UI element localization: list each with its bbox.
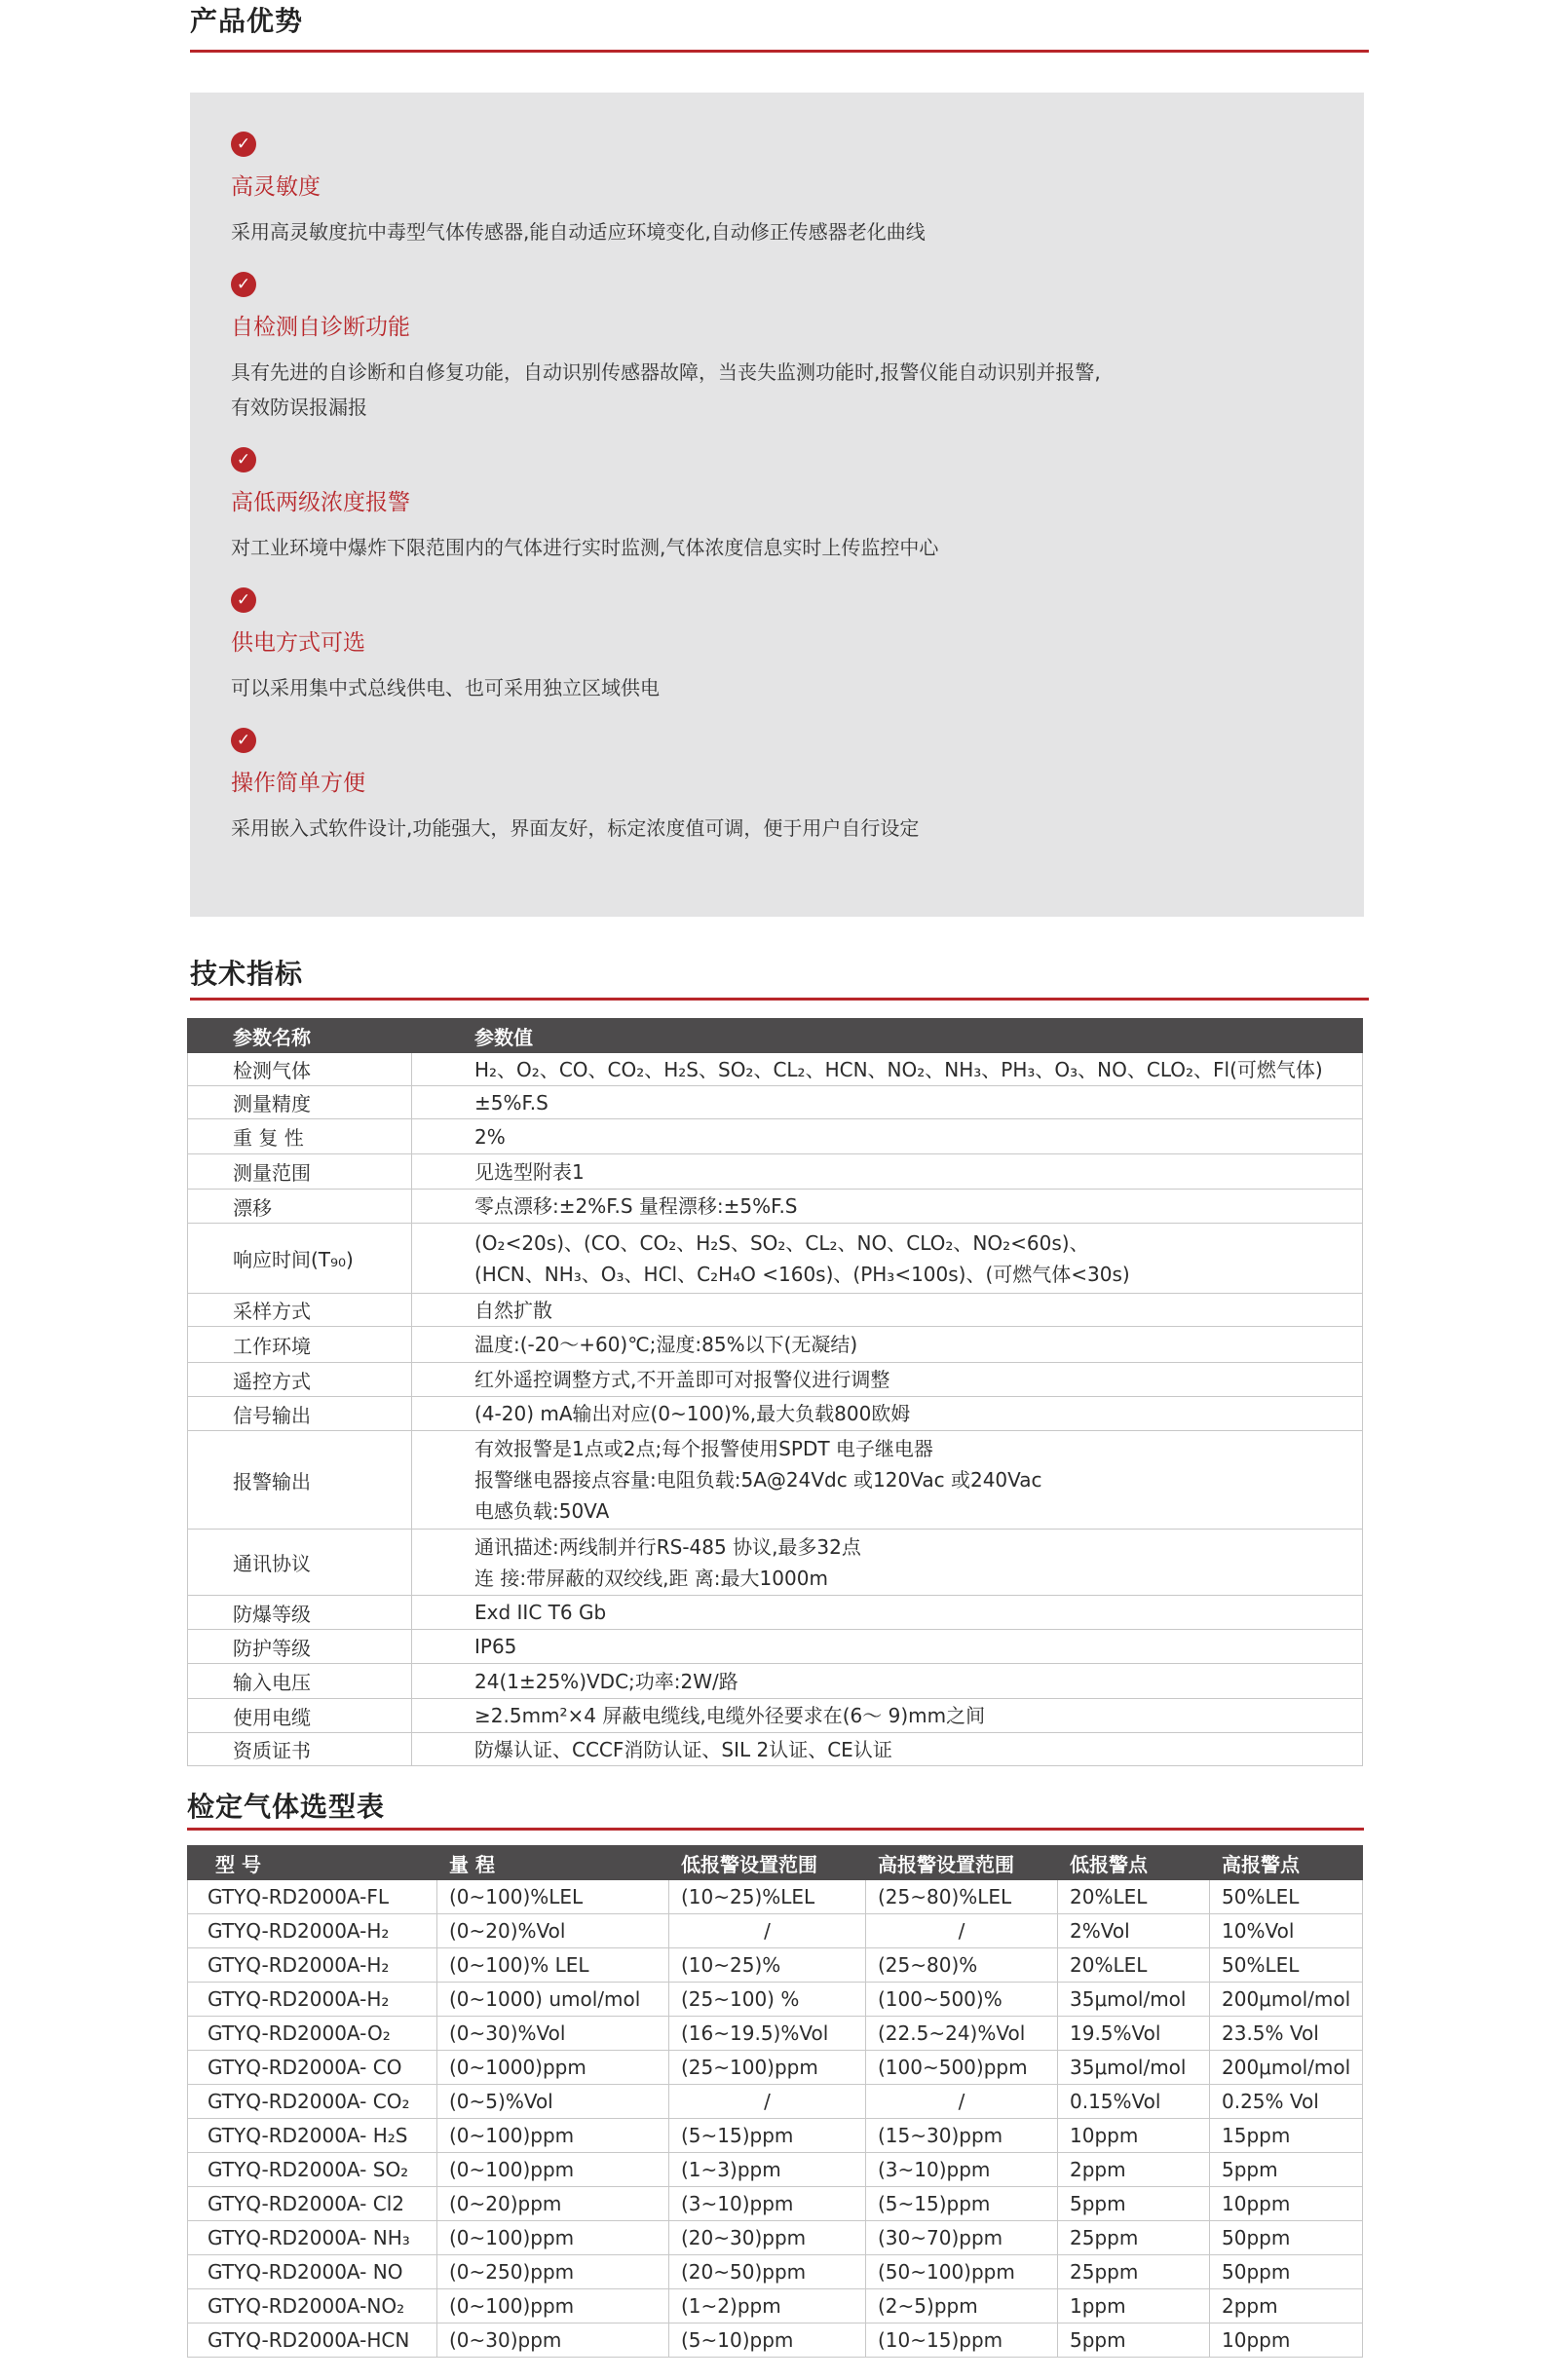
advantage-item — [231, 132, 926, 249]
spec-name: 资质证书 — [188, 1733, 412, 1766]
check-circle-icon: ✓ — [231, 447, 256, 472]
model-cell: (5~15)ppm — [866, 2187, 1058, 2221]
table-row — [188, 2221, 1363, 2255]
table-row — [188, 1431, 1363, 1530]
spec-name: 信号输出 — [188, 1397, 412, 1431]
advantage-title: 自检测自诊断功能 — [231, 315, 410, 340]
spec-name: 防爆等级 — [188, 1596, 412, 1630]
check-circle-icon: ✓ — [231, 272, 256, 297]
model-cell: 19.5%Vol — [1058, 2017, 1210, 2051]
model-cell: (0~250)ppm — [437, 2255, 669, 2289]
model-cell: (5~10)ppm — [669, 2323, 866, 2358]
specs-heading: 技术指标 — [190, 958, 304, 990]
table-row — [188, 1880, 1363, 1914]
table-row — [188, 1119, 1363, 1154]
spec-value: 通讯描述:两线制并行RS-485 协议,最多32点 连 接:带屏蔽的双绞线,距 离:最大1000m — [412, 1530, 1363, 1596]
specs-header-name: 参数名称 — [188, 1019, 412, 1053]
model-cell: 10ppm — [1210, 2187, 1363, 2221]
spec-name: 测量范围 — [188, 1154, 412, 1190]
model-cell: (30~70)ppm — [866, 2221, 1058, 2255]
model-cell: (0~100)ppm — [437, 2221, 669, 2255]
advantage-title: 高低两级浓度报警 — [231, 490, 410, 515]
check-circle-icon: ✓ — [231, 587, 256, 613]
spec-value: (O₂<20s)、(CO、CO₂、H₂S、SO₂、CL₂、NO、CLO₂、NO₂<60s)、 (HCN、NH₃、O₃、HCl、C₂H₄O <160s)、(PH₃<100s)、(可燃气体<30s) — [412, 1224, 1363, 1294]
spec-name: 漂移 — [188, 1190, 412, 1224]
model-cell: (0~30)ppm — [437, 2323, 669, 2358]
advantage-desc: 对工业环境中爆炸下限范围内的气体进行实时监测,气体浓度信息实时上传监控中心 — [231, 536, 939, 559]
table-row — [188, 2085, 1363, 2119]
advantage-desc: 可以采用集中式总线供电、也可采用独立区域供电 — [231, 676, 660, 699]
model-cell: / — [866, 1914, 1058, 1948]
model-cell: (15~30)ppm — [866, 2119, 1058, 2153]
model-cell: 35μmol/mol — [1058, 1983, 1210, 2017]
model-cell: GTYQ-RD2000A-FL — [188, 1880, 437, 1914]
table-row — [188, 1596, 1363, 1630]
model-cell: / — [866, 2085, 1058, 2119]
spec-value: 2% — [412, 1119, 1363, 1154]
model-cell: 5ppm — [1058, 2187, 1210, 2221]
model-cell: (0~5)%Vol — [437, 2085, 669, 2119]
table-row — [188, 2153, 1363, 2187]
model-cell: GTYQ-RD2000A- NH₃ — [188, 2221, 437, 2255]
models-table — [187, 1845, 1363, 2358]
model-cell: 15ppm — [1210, 2119, 1363, 2153]
model-cell: 25ppm — [1058, 2221, 1210, 2255]
model-cell: (25~80)%LEL — [866, 1880, 1058, 1914]
model-cell: (20~30)ppm — [669, 2221, 866, 2255]
advantage-title: 操作简单方便 — [231, 771, 365, 796]
model-cell: (0~20)%Vol — [437, 1914, 669, 1948]
spec-name: 测量精度 — [188, 1086, 412, 1119]
model-cell: 50ppm — [1210, 2255, 1363, 2289]
model-cell: (1~3)ppm — [669, 2153, 866, 2187]
specs-header-row — [188, 1019, 1363, 1053]
col-header: 型 号 — [188, 1846, 437, 1880]
model-cell: (25~100) % — [669, 1983, 866, 2017]
spec-name: 采样方式 — [188, 1294, 412, 1327]
spec-value: (4-20) mA输出对应(0~100)%,最大负载800欧姆 — [412, 1397, 1363, 1431]
table-row — [188, 1190, 1363, 1224]
model-cell: (25~80)% — [866, 1948, 1058, 1983]
model-cell: (0~100)ppm — [437, 2119, 669, 2153]
table-row — [188, 2119, 1363, 2153]
spec-name: 响应时间(T₉₀) — [188, 1224, 412, 1294]
col-header: 量 程 — [437, 1846, 669, 1880]
model-cell: (25~100)ppm — [669, 2051, 866, 2085]
model-cell: 50ppm — [1210, 2221, 1363, 2255]
models-heading: 检定气体选型表 — [187, 1791, 386, 1823]
model-cell: (2~5)ppm — [866, 2289, 1058, 2323]
model-cell: 5ppm — [1210, 2153, 1363, 2187]
advantages-divider — [190, 50, 1369, 53]
model-cell: 200μmol/mol — [1210, 1983, 1363, 2017]
table-row — [188, 1530, 1363, 1596]
spec-name: 遥控方式 — [188, 1363, 412, 1397]
table-row — [188, 1154, 1363, 1190]
table-row — [188, 1914, 1363, 1948]
spec-value: 温度:(-20～+60)℃;湿度:85%以下(无凝结) — [412, 1327, 1363, 1363]
table-row — [188, 1086, 1363, 1119]
model-cell: 0.15%Vol — [1058, 2085, 1210, 2119]
model-cell: (50~100)ppm — [866, 2255, 1058, 2289]
spec-value: H₂、O₂、CO、CO₂、H₂S、SO₂、CL₂、HCN、NO₂、NH₃、PH₃、O₃、NO、CLO₂、Fl(可燃气体) — [412, 1053, 1363, 1086]
model-cell: 25ppm — [1058, 2255, 1210, 2289]
model-cell: 2%Vol — [1058, 1914, 1210, 1948]
advantage-item — [231, 272, 1101, 425]
model-cell: (10~25)%LEL — [669, 1880, 866, 1914]
spec-value: Exd IIC T6 Gb — [412, 1596, 1363, 1630]
table-row — [188, 2017, 1363, 2051]
model-cell: 50%LEL — [1210, 1880, 1363, 1914]
table-row — [188, 1630, 1363, 1664]
advantages-heading: 产品优势 — [190, 5, 304, 37]
advantage-desc: 采用高灵敏度抗中毒型气体传感器,能自动适应环境变化,自动修正传感器老化曲线 — [231, 220, 926, 244]
model-cell: (1~2)ppm — [669, 2289, 866, 2323]
model-cell: (20~50)ppm — [669, 2255, 866, 2289]
spec-name: 使用电缆 — [188, 1699, 412, 1733]
col-header: 高报警点 — [1210, 1846, 1363, 1880]
spec-name: 工作环境 — [188, 1327, 412, 1363]
advantage-title: 高灵敏度 — [231, 174, 321, 200]
models-divider — [187, 1828, 1364, 1831]
model-cell: 20%LEL — [1058, 1948, 1210, 1983]
spec-value: 有效报警是1点或2点;每个报警使用SPDT 电子继电器 报警继电器接点容量:电阻负载:5A@24Vdc 或120Vac 或240Vac 电感负载:50VA — [412, 1431, 1363, 1530]
table-row — [188, 2187, 1363, 2221]
advantage-desc: 具有先进的自诊断和自修复功能，自动识别传感器故障，当丧失监测功能时,报警仪能自动识别并报警, 有效防误报漏报 — [231, 360, 1101, 419]
spec-value: ±5%F.S — [412, 1086, 1363, 1119]
spec-name: 防护等级 — [188, 1630, 412, 1664]
col-header: 低报警点 — [1058, 1846, 1210, 1880]
spec-value: 防爆认证、CCCF消防认证、SIL 2认证、CE认证 — [412, 1733, 1363, 1766]
model-cell: GTYQ-RD2000A- CO — [188, 2051, 437, 2085]
table-row — [188, 2051, 1363, 2085]
model-cell: 10%Vol — [1210, 1914, 1363, 1948]
model-cell: (0~100)ppm — [437, 2289, 669, 2323]
model-cell: (100~500)ppm — [866, 2051, 1058, 2085]
model-cell: 20%LEL — [1058, 1880, 1210, 1914]
model-cell: 35μmol/mol — [1058, 2051, 1210, 2085]
spec-name: 重 复 性 — [188, 1119, 412, 1154]
model-cell: (0~1000)ppm — [437, 2051, 669, 2085]
model-cell: (16~19.5)%Vol — [669, 2017, 866, 2051]
spec-name: 报警输出 — [188, 1431, 412, 1530]
models-header-row — [188, 1846, 1363, 1880]
table-row — [188, 2289, 1363, 2323]
model-cell: 10ppm — [1058, 2119, 1210, 2153]
table-row — [188, 1363, 1363, 1397]
model-cell: (5~15)ppm — [669, 2119, 866, 2153]
model-cell: 5ppm — [1058, 2323, 1210, 2358]
advantage-desc: 采用嵌入式软件设计,功能强大，界面友好，标定浓度值可调，便于用户自行设定 — [231, 816, 920, 840]
model-cell: (3~10)ppm — [669, 2187, 866, 2221]
model-cell: (10~25)% — [669, 1948, 866, 1983]
model-cell: GTYQ-RD2000A- SO₂ — [188, 2153, 437, 2187]
model-cell: GTYQ-RD2000A-O₂ — [188, 2017, 437, 2051]
model-cell: GTYQ-RD2000A-HCN — [188, 2323, 437, 2358]
model-cell: (0~20)ppm — [437, 2187, 669, 2221]
model-cell: (22.5~24)%Vol — [866, 2017, 1058, 2051]
model-cell: (0~30)%Vol — [437, 2017, 669, 2051]
col-header: 高报警设置范围 — [866, 1846, 1058, 1880]
model-cell: 2ppm — [1058, 2153, 1210, 2187]
spec-value: 24(1±25%)VDC;功率:2W/路 — [412, 1664, 1363, 1699]
check-circle-icon: ✓ — [231, 728, 256, 753]
model-cell: 1ppm — [1058, 2289, 1210, 2323]
table-row — [188, 1983, 1363, 2017]
check-circle-icon: ✓ — [231, 132, 256, 157]
table-row — [188, 1733, 1363, 1766]
spec-value: 红外遥控调整方式,不开盖即可对报警仪进行调整 — [412, 1363, 1363, 1397]
model-cell: (0~100)%LEL — [437, 1880, 669, 1914]
model-cell: 0.25% Vol — [1210, 2085, 1363, 2119]
table-row — [188, 1699, 1363, 1733]
spec-value: 见选型附表1 — [412, 1154, 1363, 1190]
model-cell: GTYQ-RD2000A-H₂ — [188, 1948, 437, 1983]
specs-header-value: 参数值 — [412, 1019, 1363, 1053]
model-cell: GTYQ-RD2000A- H₂S — [188, 2119, 437, 2153]
model-cell: GTYQ-RD2000A- Cl2 — [188, 2187, 437, 2221]
table-row — [188, 2255, 1363, 2289]
table-row — [188, 1224, 1363, 1294]
model-cell: 10ppm — [1210, 2323, 1363, 2358]
models-body — [188, 1880, 1363, 2358]
advantage-item — [231, 447, 938, 565]
table-row — [188, 1294, 1363, 1327]
table-row — [188, 1053, 1363, 1086]
advantages-panel — [190, 93, 1364, 917]
spec-value: 零点漂移:±2%F.S 量程漂移:±5%F.S — [412, 1190, 1363, 1224]
model-cell: (3~10)ppm — [866, 2153, 1058, 2187]
specs-table — [187, 1018, 1363, 1766]
table-row — [188, 1327, 1363, 1363]
table-row — [188, 1397, 1363, 1431]
table-row — [188, 1664, 1363, 1699]
model-cell: / — [669, 1914, 866, 1948]
model-cell: (10~15)ppm — [866, 2323, 1058, 2358]
spec-value: IP65 — [412, 1630, 1363, 1664]
table-row — [188, 1948, 1363, 1983]
model-cell: 2ppm — [1210, 2289, 1363, 2323]
advantage-item — [231, 587, 660, 705]
spec-value: ≥2.5mm²×4 屏蔽电缆线,电缆外径要求在(6～ 9)mm之间 — [412, 1699, 1363, 1733]
model-cell: GTYQ-RD2000A-H₂ — [188, 1983, 437, 2017]
spec-value: 自然扩散 — [412, 1294, 1363, 1327]
model-cell: (100~500)% — [866, 1983, 1058, 2017]
model-cell: GTYQ-RD2000A-NO₂ — [188, 2289, 437, 2323]
spec-name: 通讯协议 — [188, 1530, 412, 1596]
spec-name: 输入电压 — [188, 1664, 412, 1699]
model-cell: (0~1000) umol/mol — [437, 1983, 669, 2017]
model-cell: GTYQ-RD2000A- CO₂ — [188, 2085, 437, 2119]
spec-name: 检测气体 — [188, 1053, 412, 1086]
model-cell: 23.5% Vol — [1210, 2017, 1363, 2051]
col-header: 低报警设置范围 — [669, 1846, 866, 1880]
model-cell: GTYQ-RD2000A- NO — [188, 2255, 437, 2289]
table-row — [188, 2323, 1363, 2358]
model-cell: / — [669, 2085, 866, 2119]
model-cell: (0~100)% LEL — [437, 1948, 669, 1983]
specs-divider — [190, 998, 1369, 1001]
model-cell: (0~100)ppm — [437, 2153, 669, 2187]
model-cell: 200μmol/mol — [1210, 2051, 1363, 2085]
advantage-title: 供电方式可选 — [231, 630, 365, 656]
model-cell: GTYQ-RD2000A-H₂ — [188, 1914, 437, 1948]
advantage-item — [231, 728, 919, 846]
model-cell: 50%LEL — [1210, 1948, 1363, 1983]
